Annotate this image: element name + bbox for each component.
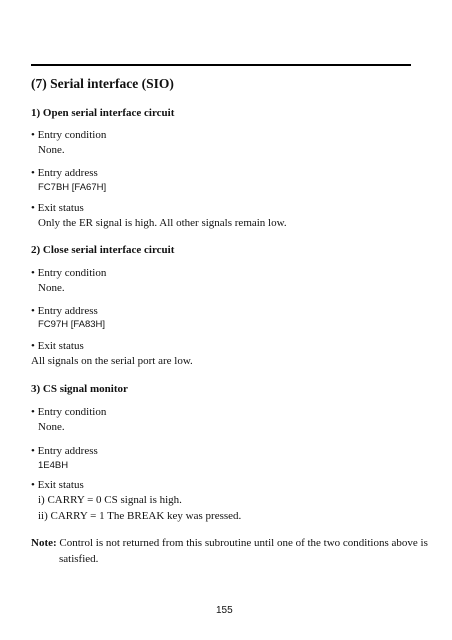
section-1-entry-address-value: FC7BH [FA67H] [38,182,107,193]
note-text-line-2: satisfied. [59,553,99,565]
section-1-heading: 1) Open serial interface circuit [31,107,175,119]
section-2-entry-condition-value: None. [38,282,65,294]
section-3-heading: 3) CS signal monitor [31,383,128,395]
section-3-entry-condition-label: • Entry condition [31,406,107,418]
note-label: Note: [31,537,57,549]
note-line-1 [31,538,428,549]
section-title: (7) Serial interface (SIO) [31,76,174,91]
section-2-exit-status-label: • Exit status [31,340,84,352]
section-3-exit-status-label: • Exit status [31,479,84,491]
section-2-entry-address-label: • Entry address [31,305,98,317]
section-3-entry-address-value: 1E4BH [38,460,69,471]
section-2-heading: 2) Close serial interface circuit [31,244,175,256]
section-3-entry-address-label: • Entry address [31,445,98,457]
section-1-entry-condition-value: None. [38,144,65,156]
section-3-exit-status-line-2: ii) CARRY = 1 The BREAK key was pressed. [38,510,242,522]
section-3-exit-status-line-1: i) CARRY = 0 CS signal is high. [38,494,182,506]
section-2-entry-address-value: FC97H [FA83H] [38,319,106,330]
section-1-exit-status-line: Only the ER signal is high. All other signals remain low. [38,217,287,229]
note-text-line-1: Control is not returned from this subroutine until one of the two conditions above is [59,537,428,549]
top-rule [31,64,411,66]
section-2-entry-condition-label: • Entry condition [31,267,107,279]
section-2-exit-status-line: All signals on the serial port are low. [31,355,193,367]
section-3-entry-condition-value: None. [38,421,65,433]
section-1-exit-status-label: • Exit status [31,202,84,214]
section-1-entry-address-label: • Entry address [31,167,98,179]
section-1-entry-condition-label: • Entry condition [31,129,107,141]
page-number: 155 [216,605,233,616]
